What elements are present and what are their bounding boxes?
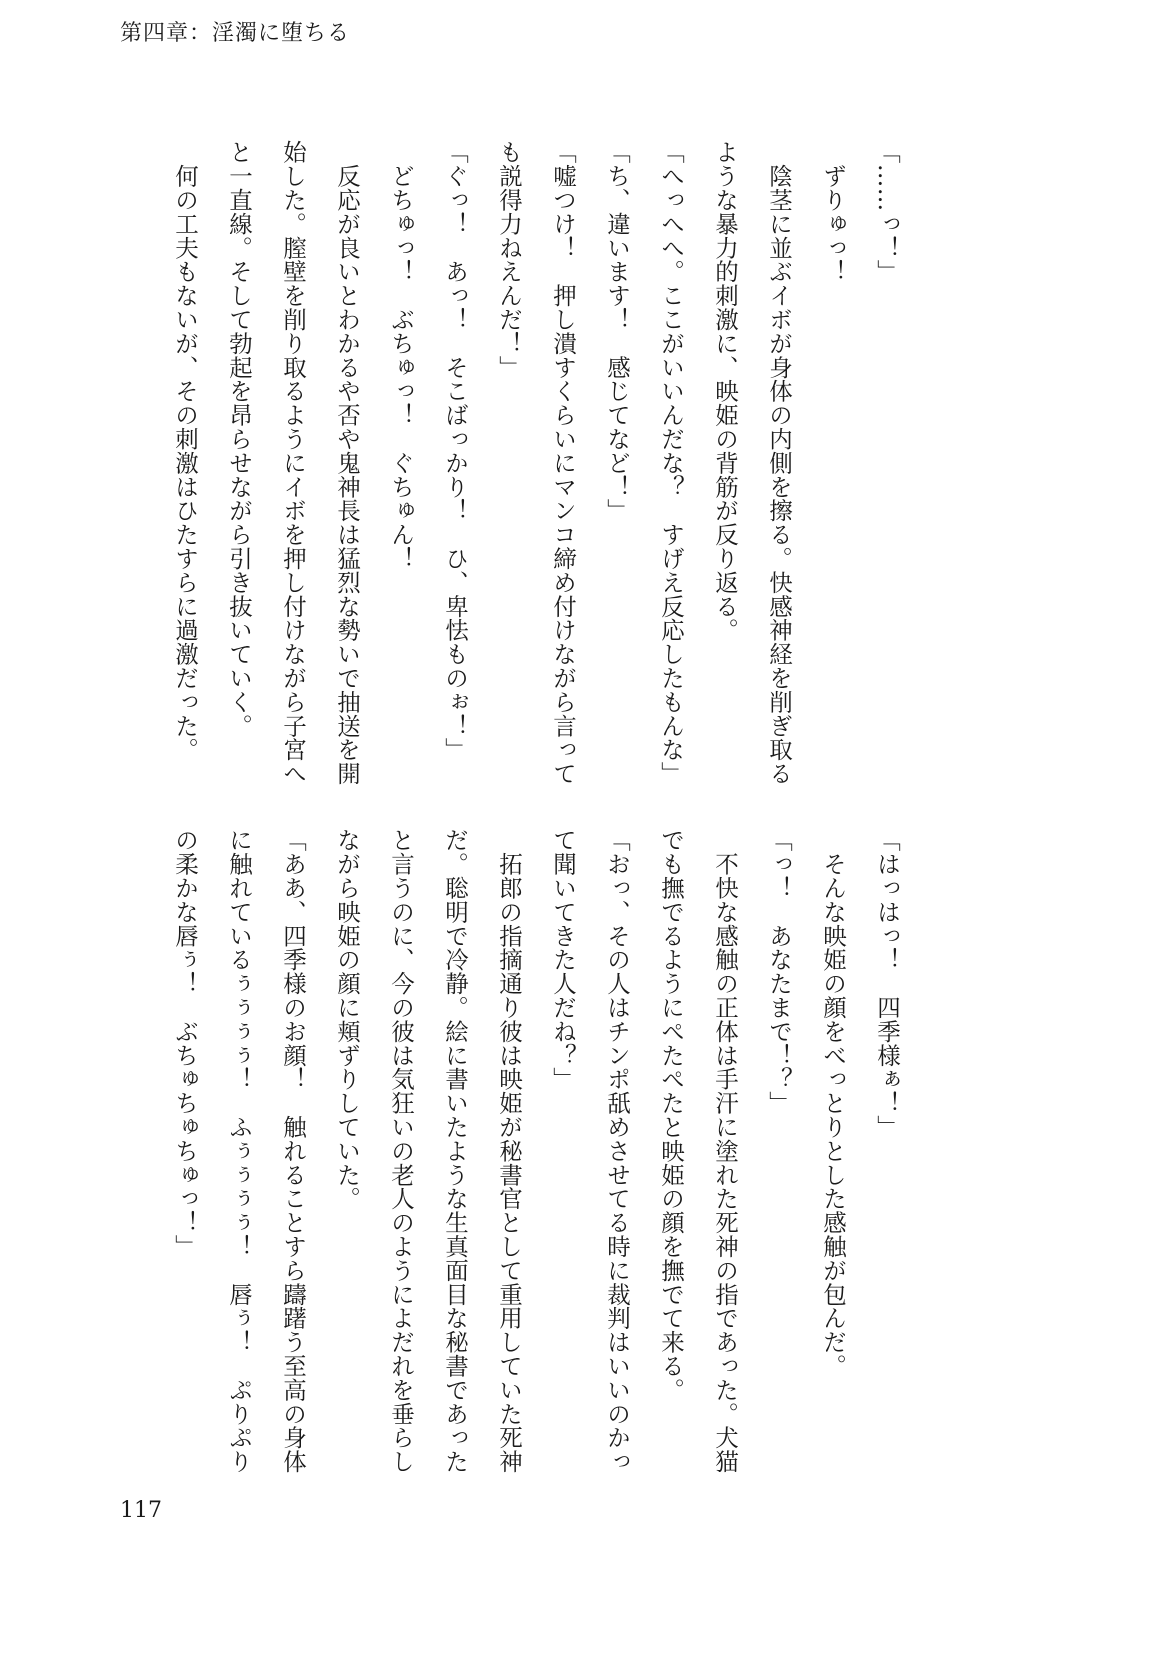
text-column: て聞いてきた人だね？」	[549, 828, 577, 1091]
text-column: 「ち、違います！ 感じてなど！」	[603, 140, 631, 523]
text-column: 「ぐっ！ あっ！ そこばっかり！ ひ、卑怯ものぉ！」	[441, 140, 469, 762]
text-column: だ。聡明で冷静。絵に書いたような生真面目な秘書であった	[441, 828, 469, 1474]
text-column: 陰茎に並ぶイボが身体の内側を擦る。快感神経を削ぎ取る	[765, 140, 793, 786]
text-column: ような暴力的刺激に、映姫の背筋が反り返る。	[711, 140, 739, 642]
chapter-header: 第四章：淫濁に堕ちる	[120, 21, 351, 46]
text-column: 不快な感触の正体は手汗に塗れた死神の指であった。犬猫	[711, 828, 739, 1474]
text-column: ながら映姫の顔に頬ずりしていた。	[333, 828, 361, 1211]
text-block-upper	[158, 140, 914, 790]
text-column: でも撫でるようにぺたぺたと映姫の顔を撫でて来る。	[657, 828, 685, 1402]
text-column: 「はっはっ！ 四季様ぁ！」	[873, 828, 901, 1139]
text-column: そんな映姫の顔をべっとりとした感触が包んだ。	[819, 828, 847, 1378]
text-column: 「ああ、四季様のお顔！ 触れることすら躊躇う至高の身体	[279, 828, 307, 1474]
text-column: 拓郎の指摘通り彼は映姫が秘書官として重用していた死神	[495, 828, 523, 1474]
text-column: も説得力ねえんだ！」	[495, 140, 523, 379]
text-column: 「……っ！」	[873, 140, 901, 284]
text-column: 「嘘つけ！ 押し潰すくらいにマンコ締め付けながら言って	[549, 140, 577, 786]
text-column: の柔かな唇ぅ！ ぶちゅちゅちゅっ！」	[171, 828, 199, 1259]
text-column: と一直線。そして勃起を昂らせながら引き抜いていく。	[225, 140, 253, 738]
text-column: 反応が良いとわかるや否や鬼神長は猛烈な勢いで抽送を開	[333, 140, 361, 786]
text-column: と言うのに、今の彼は気狂いの老人のようによだれを垂らし	[387, 828, 415, 1474]
page-number: 117	[120, 1498, 162, 1523]
text-column: 「へっへへ。ここがいいんだな？ すげえ反応したもんな」	[657, 140, 685, 786]
text-column: 始した。膣壁を削り取るようにイボを押し付けながら子宮へ	[279, 140, 307, 786]
text-column: 何の工夫もないが、その刺激はひたすらに過激だった。	[171, 140, 199, 762]
text-column: 「っ！ あなたまで！？」	[765, 828, 793, 1115]
text-column: ずりゅっ！	[819, 140, 847, 284]
text-column: に触れているぅぅぅぅ！ ふぅぅぅぅ！ 唇ぅ！ ぷりぷり	[225, 828, 253, 1474]
text-column: 「おっ、その人はチンポ舐めさせてる時に裁判はいいのかっ	[603, 828, 631, 1474]
text-column: どちゅっ！ ぶちゅっ！ ぐちゅん！	[387, 140, 415, 571]
text-block-lower	[158, 828, 914, 1478]
